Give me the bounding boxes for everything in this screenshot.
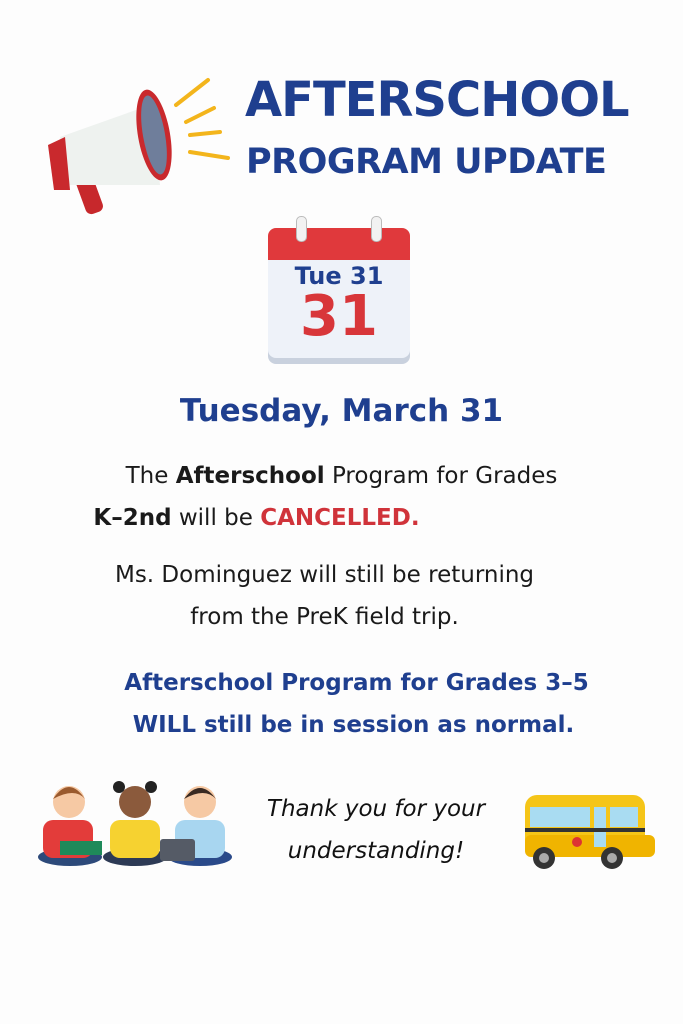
school-bus-icon xyxy=(522,790,658,872)
text: The xyxy=(125,463,176,489)
grades-3-5-line-1: Afterschool Program for Grades 3–5 xyxy=(124,670,589,696)
grade-range: K–2nd xyxy=(93,505,172,531)
grades-3-5-line-2: WILL still be in session as normal. xyxy=(132,712,575,738)
program-name: Afterschool xyxy=(175,463,325,489)
megaphone-icon xyxy=(40,75,240,220)
text: will be xyxy=(171,505,261,531)
text: . xyxy=(410,505,420,531)
text: Program for Grades xyxy=(324,463,558,489)
staff-note-line-1: Ms. Dominguez will still be returning xyxy=(114,562,535,588)
notice-line-2 xyxy=(0,505,598,531)
cancelled-status: CANCELLED xyxy=(260,505,411,531)
closing-line-1: Thank you for your xyxy=(266,796,486,822)
children-illustration-icon xyxy=(35,775,235,875)
staff-note-line-2: from the PreK field trip. xyxy=(190,604,459,630)
notice-line-1 xyxy=(0,463,683,489)
calendar-day-number: 31 xyxy=(300,284,378,349)
date-heading: Tuesday, March 31 xyxy=(179,393,504,429)
closing-message xyxy=(240,788,512,872)
calendar-day-label: Tue 31 xyxy=(294,262,384,290)
calendar-icon xyxy=(268,216,410,366)
title-line-2: PROGRAM UPDATE xyxy=(246,142,607,182)
closing-line-2: understanding! xyxy=(287,838,465,864)
title-line-1: AFTERSCHOOL xyxy=(245,72,629,128)
